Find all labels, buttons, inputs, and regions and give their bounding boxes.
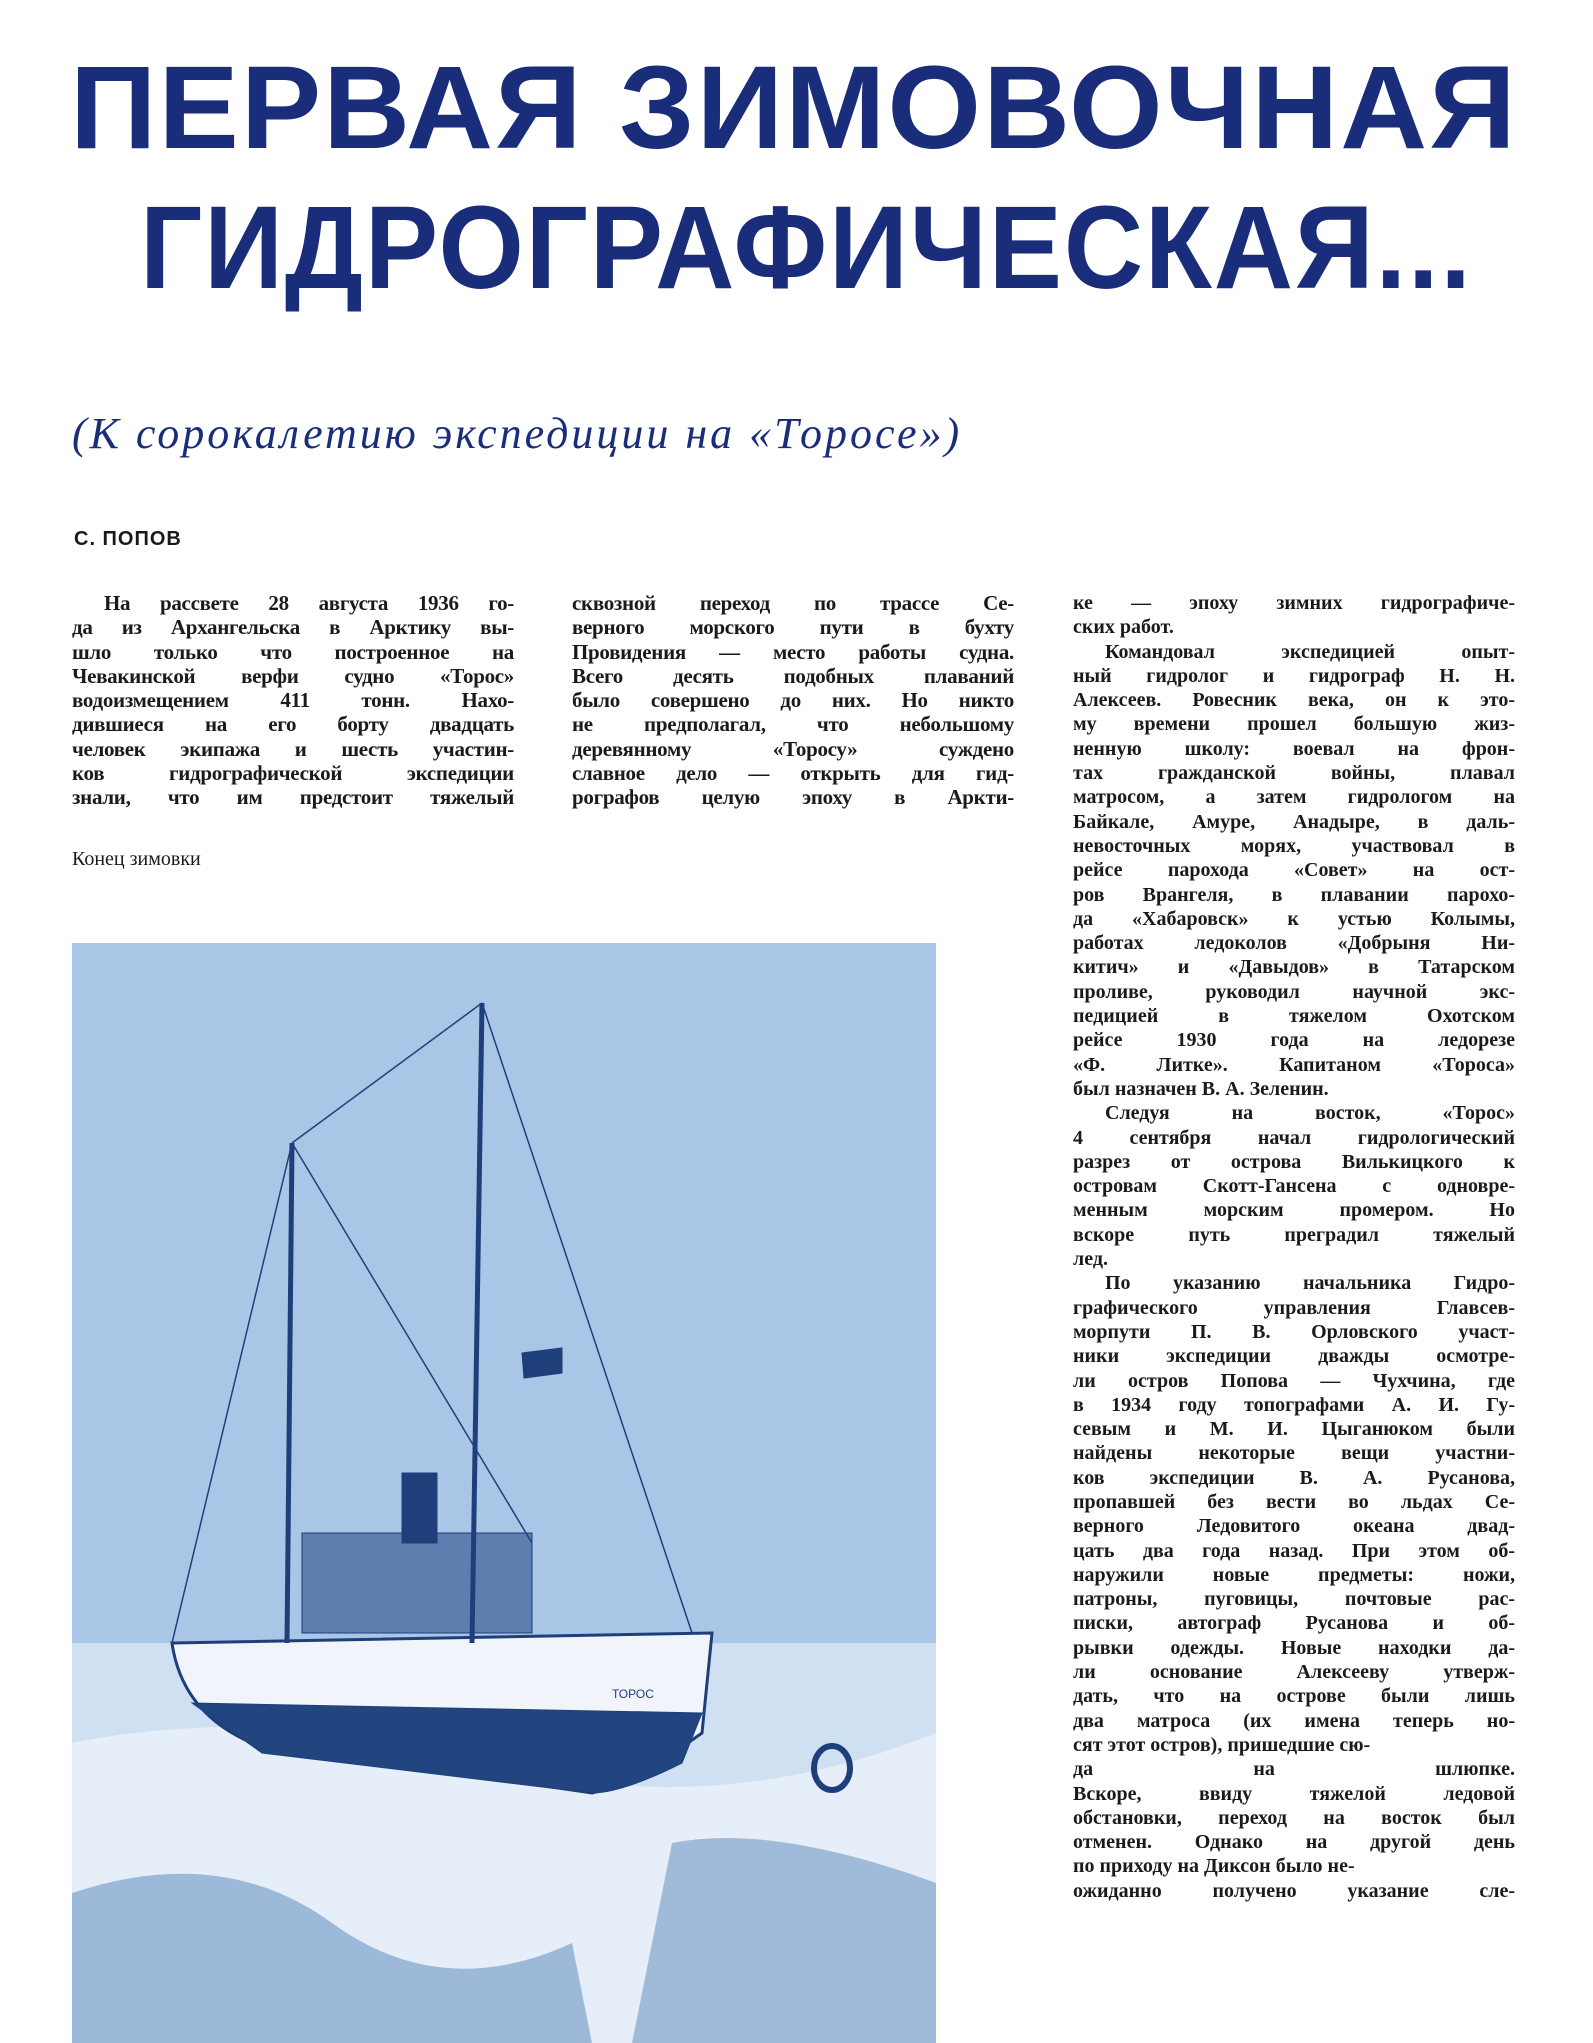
text-line: «Ф. Литке». Капитаном «Тороса»: [1073, 1053, 1515, 1076]
text-line: да из Архангельска в Арктику вы-: [72, 615, 514, 640]
photo-caption: Конец зимовки: [72, 848, 201, 870]
text-line: матросом, а затем гидрологом на: [1073, 786, 1515, 809]
text-line: дившиеся на его борту двадцать: [72, 712, 514, 737]
text-line: островам Скотт-Гансена с одновре-: [1073, 1175, 1515, 1198]
author-byline: С. ПОПОВ: [74, 528, 182, 550]
text-line: ли основание Алексееву утверж-: [1073, 1661, 1515, 1684]
text-line: найдены некоторые вещи участни-: [1073, 1442, 1515, 1465]
text-line: ских работ.: [1073, 616, 1174, 639]
text-line: ков гидрографической экспедиции: [72, 761, 514, 786]
text-line: обстановки, переход на восток был: [1073, 1806, 1515, 1829]
text-line: рейсе парохода «Совет» на ост-: [1073, 859, 1515, 882]
text-line: верного морского пути в бухту: [572, 615, 1014, 640]
text-line: севым и М. И. Цыганюком были: [1073, 1418, 1515, 1441]
text-column-1: [72, 591, 514, 810]
text-line: рывки одежды. Новые находки да-: [1073, 1636, 1515, 1659]
text-line: в 1934 году топографами А. И. Гу-: [1073, 1393, 1515, 1416]
text-line: менным морским промером. Но: [1073, 1199, 1515, 1222]
text-line: морпути П. В. Орловского участ-: [1073, 1320, 1515, 1343]
text-line: не предполагал, что небольшому: [572, 712, 1014, 737]
text-line: Вскоре, ввиду тяжелой ледовой: [1073, 1782, 1515, 1805]
text-line: Алексеев. Ровесник века, он к это-: [1073, 689, 1515, 712]
text-line: было совершено до них. Но никто: [572, 688, 1014, 713]
text-line: проливе, руководил научной экс-: [1073, 980, 1515, 1003]
text-line: славное дело — открыть для гид-: [572, 761, 1014, 786]
headline-line-2: ГИДРОГРАФИЧЕСКАЯ...: [140, 182, 1473, 314]
text-line: сквозной переход по трассе Се-: [572, 591, 1014, 615]
ship-name-label: ТОРОС: [612, 1687, 654, 1701]
text-line: два матроса (их имена теперь но-: [1073, 1709, 1515, 1732]
text-line: Следуя на восток, «Торос»: [1105, 1102, 1515, 1125]
text-line: ный гидролог и гидрограф Н. Н.: [1073, 664, 1515, 687]
text-line: да «Хабаровск» к устью Колымы,: [1073, 907, 1515, 930]
text-line: наружили новые предметы: ножи,: [1073, 1563, 1515, 1586]
text-column-3: [1073, 591, 1515, 1903]
text-line: пропавшей без вести во льдах Се-: [1073, 1490, 1515, 1513]
text-line: работах ледоколов «Добрыня Ни-: [1073, 932, 1515, 955]
text-line: ненную школу: воевал на фрон-: [1073, 737, 1515, 760]
text-line: тах гражданской войны, плавал: [1073, 762, 1515, 785]
text-line: Байкале, Амуре, Анадыре, в даль-: [1073, 810, 1515, 833]
text-line: ке — эпоху зимних гидрографиче-: [1073, 592, 1515, 614]
text-line: рейсе 1930 года на ледорезе: [1073, 1029, 1515, 1052]
text-line: ров Врангеля, в плавании парохо-: [1073, 883, 1515, 906]
text-line: 4 сентября начал гидрологический: [1073, 1126, 1515, 1149]
text-line: невосточных морях, участвовал в: [1073, 834, 1515, 857]
text-line: да на шлюпке.: [1073, 1758, 1515, 1781]
text-line: Провидения — место работы судна.: [572, 639, 1014, 664]
text-line: ли остров Попова — Чухчина, где: [1073, 1369, 1515, 1392]
text-line: дать, что на острове были лишь: [1073, 1685, 1515, 1708]
text-line: китич» и «Давыдов» в Татарском: [1073, 956, 1515, 979]
text-line: человек экипажа и шесть участин-: [72, 736, 514, 761]
text-line: писки, автограф Русанова и об-: [1073, 1612, 1515, 1635]
text-line: ков экспедиции В. А. Русанова,: [1073, 1466, 1515, 1489]
text-line: Командовал экспедицией опыт-: [1105, 640, 1515, 663]
text-column-2: [572, 591, 1014, 810]
text-line: Всего десять подобных плаваний: [572, 663, 1014, 688]
text-line: вскоре путь преградил тяжелый: [1073, 1223, 1515, 1246]
text-line: По указанию начальника Гидро-: [1105, 1272, 1515, 1295]
text-line: ожиданно получено указание сле-: [1073, 1879, 1515, 1902]
text-line: Чевакинской верфи судно «Торос»: [72, 663, 514, 688]
text-line: педицией в тяжелом Охотском: [1073, 1005, 1515, 1028]
text-line: отменен. Однако на другой день: [1073, 1831, 1515, 1854]
text-line: му времени прошел большую жиз-: [1073, 713, 1515, 736]
text-line: разрез от острова Вилькицкого к: [1073, 1150, 1515, 1173]
text-line: На рассвете 28 августа 1936 го-: [104, 591, 514, 615]
text-line: лед.: [1073, 1248, 1108, 1271]
text-line: ники экспедиции дважды осмотре-: [1073, 1345, 1515, 1368]
subtitle: (К сорокалетию экспедиции на «Торосе»): [72, 409, 963, 458]
text-line: графического управления Главсев-: [1073, 1296, 1515, 1319]
ship-photo: [72, 943, 936, 2043]
text-line: сят этот остров), пришедшие сю-: [1073, 1733, 1371, 1756]
headline-line-1: ПЕРВАЯ ЗИМОВОЧНАЯ: [70, 42, 1518, 174]
text-line: водоизмещением 411 тонн. Нахо-: [72, 688, 514, 713]
text-line: был назначен В. А. Зеленин.: [1073, 1077, 1329, 1100]
text-line: знали, что им предстоит тяжелый: [72, 785, 514, 810]
text-line: патроны, пуговицы, почтовые рас-: [1073, 1588, 1515, 1611]
text-line: деревянному «Торосу» суждено: [572, 736, 1014, 761]
text-line: рографов целую эпоху в Аркти-: [572, 785, 1014, 810]
text-line: верного Ледовитого океана двад-: [1073, 1515, 1515, 1538]
text-line: шло только что построенное на: [72, 639, 514, 664]
text-line: цать два года назад. При этом об-: [1073, 1539, 1515, 1562]
text-line: по приходу на Диксон было не-: [1073, 1855, 1355, 1878]
